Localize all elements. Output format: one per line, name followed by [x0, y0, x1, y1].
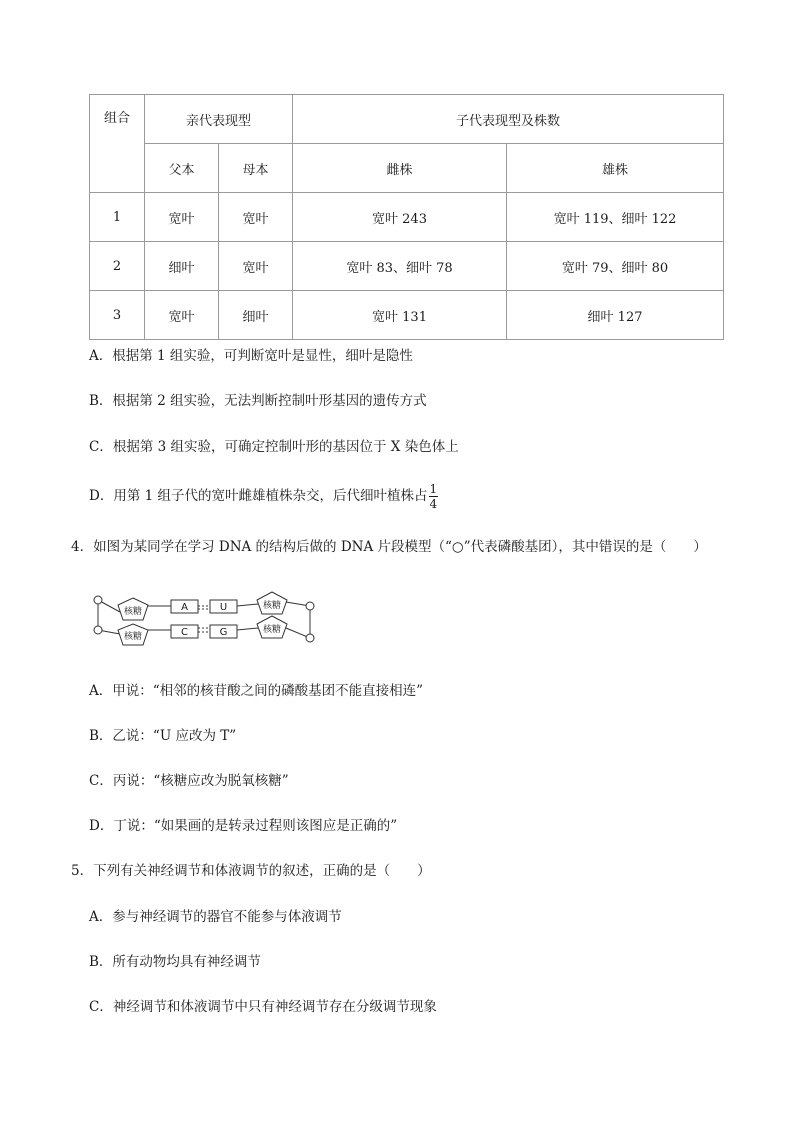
fraction-denominator: 4 [429, 497, 438, 511]
q3-option-d-text: D．用第 1 组子代的宽叶雌雄植株杂交，后代细叶植株占 [89, 488, 428, 504]
dna-model-diagram [90, 590, 320, 650]
cell-mother: 宽叶 [219, 242, 293, 291]
q5-option-b: B．所有动物均具有神经调节 [89, 954, 261, 970]
fraction-numerator: 1 [429, 482, 438, 496]
sugar-label: 核糖 [123, 607, 143, 617]
cell-father: 宽叶 [145, 193, 219, 242]
cell-mother: 细叶 [219, 291, 293, 340]
q4-option-a: A．甲说：“相邻的核苷酸之间的磷酸基团不能直接相连” [89, 683, 424, 699]
fraction-one-quarter [429, 482, 439, 511]
cell-male: 细叶 127 [507, 291, 724, 340]
header-male: 雄株 [507, 144, 724, 193]
base-c: C [181, 627, 188, 638]
header-female: 雌株 [293, 144, 507, 193]
cell-male: 宽叶 119、细叶 122 [507, 193, 724, 242]
q4-option-d: D．丁说：“如果画的是转录过程则该图应是正确的” [89, 818, 398, 834]
cell-father: 宽叶 [145, 291, 219, 340]
genotype-table [89, 94, 724, 340]
table-row [90, 193, 724, 242]
q4-option-c: C．丙说：“核糖应改为脱氧核糖” [89, 773, 289, 789]
table-row [90, 242, 724, 291]
sugar-label: 核糖 [262, 601, 282, 611]
cell-female: 宽叶 131 [293, 291, 507, 340]
cell-group: 3 [90, 291, 145, 340]
table-row [90, 291, 724, 340]
sugar-label: 核糖 [123, 632, 143, 642]
phosphate-circle [94, 626, 102, 634]
cell-father: 细叶 [145, 242, 219, 291]
q5-option-a: A．参与神经调节的器官不能参与体液调节 [89, 909, 342, 925]
cell-male: 宽叶 79、细叶 80 [507, 242, 724, 291]
q3-option-c: C．根据第 3 组实验，可确定控制叶形的基因位于 X 染色体上 [89, 439, 459, 455]
q3-option-b: B．根据第 2 组实验，无法判断控制叶形基因的遗传方式 [89, 393, 427, 409]
header-parents: 亲代表现型 [145, 95, 293, 144]
base-a: A [181, 602, 188, 613]
base-g: G [219, 627, 228, 638]
q5-option-c: C．神经调节和体液调节中只有神经调节存在分级调节现象 [89, 999, 437, 1015]
cell-group: 2 [90, 242, 145, 291]
header-offspring: 子代表现型及株数 [293, 95, 724, 144]
header-group: 组合 [90, 95, 145, 193]
phosphate-circle [306, 602, 314, 610]
q3-option-a: A．根据第 1 组实验，可判断宽叶是显性，细叶是隐性 [89, 348, 413, 364]
q3-option-d [89, 482, 438, 511]
header-father: 父本 [145, 144, 219, 193]
phosphate-circle [94, 596, 102, 604]
cell-female: 宽叶 83、细叶 78 [293, 242, 507, 291]
base-u: U [219, 602, 228, 613]
q4-stem: 4．如图为某同学在学习 DNA 的结构后做的 DNA 片段模型（“○”代表磷酸基团），其中错误的是（ ） [71, 539, 707, 555]
cell-group: 1 [90, 193, 145, 242]
q4-option-b: B．乙说：“U 应改为 T” [89, 728, 237, 744]
phosphate-circle [306, 634, 314, 642]
q5-stem: 5．下列有关神经调节和体液调节的叙述，正确的是（ ） [71, 863, 431, 879]
header-mother: 母本 [219, 144, 293, 193]
sugar-label: 核糖 [262, 625, 282, 635]
cell-mother: 宽叶 [219, 193, 293, 242]
cell-female: 宽叶 243 [293, 193, 507, 242]
